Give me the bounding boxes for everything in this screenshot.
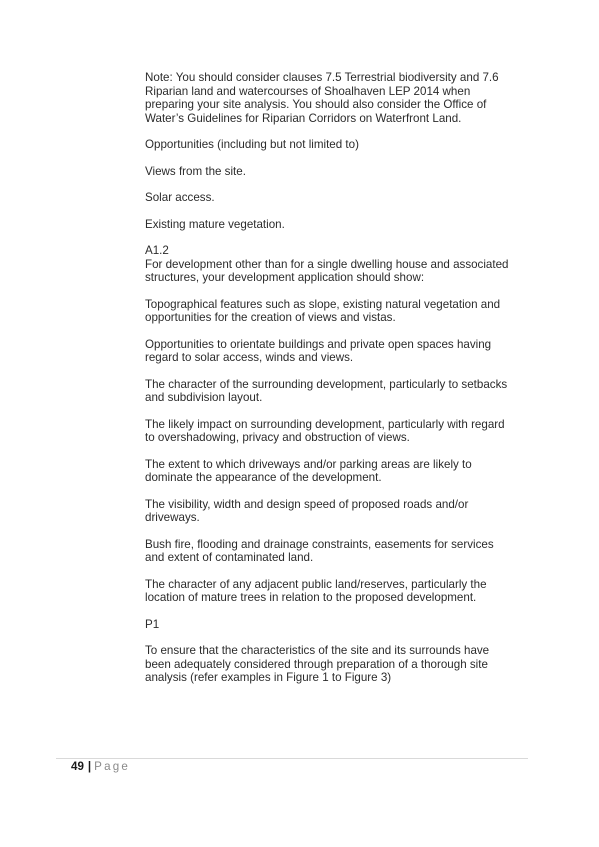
footer-divider — [56, 758, 528, 759]
requirement-item: The likely impact on surrounding development, particularly with regard to overshadowing, privacy and obstruction of views. — [145, 417, 505, 444]
page-number: 49 — [71, 760, 84, 773]
opportunities-heading: Opportunities (including but not limited to) — [145, 138, 359, 151]
page-label: Page — [94, 760, 131, 773]
requirement-item: Bush fire, flooding and drainage constraints, easements for services and extent of contaminated land. — [145, 537, 494, 564]
requirement-item: The extent to which driveways and/or parking areas are likely to dominate the appearance of the development. — [145, 457, 472, 484]
opportunity-item: Solar access. — [145, 191, 215, 204]
requirement-item: The character of the surrounding development, particularly to setbacks and subdivision layout. — [145, 377, 508, 404]
opportunity-item: Existing mature vegetation. — [145, 217, 285, 231]
requirement-item: Topographical features such as slope, existing natural vegetation and opportunities for the creation of views and vistas. — [145, 297, 501, 324]
requirement-item: The visibility, width and design speed of proposed roads and/or driveways. — [145, 497, 469, 524]
objective-paragraph: To ensure that the characteristics of the site and its surrounds have been adequately considered through preparation of a thorough site analysis (refer examples in Figure 1 to Figure 3) — [145, 644, 490, 684]
body-text — [145, 71, 545, 698]
footer-separator: | — [87, 760, 92, 773]
note-paragraph: Note: You should consider clauses 7.5 Terrestrial biodiversity and 7.6 Riparian land and watercourses of Shoalhaven LEP 2014 when preparing your site analysis. You should also consider the Office of Water’s Guidelines for Riparian Corridors on Waterfront Land. — [145, 71, 499, 125]
requirement-item: The character of any adjacent public land/reserves, particularly the location of mature trees in relation to the proposed development. — [145, 577, 487, 604]
performance-criteria-p1: P1 — [145, 617, 160, 631]
requirement-item: Opportunities to orientate buildings and private open spaces having regard to solar access, winds and views. — [145, 337, 492, 364]
page-footer — [71, 760, 130, 774]
opportunity-item: Views from the site. — [145, 164, 246, 178]
acceptable-solution-a1-2: A1.2 For development other than for a single dwelling house and associated structures, your development application should show: — [145, 244, 509, 284]
